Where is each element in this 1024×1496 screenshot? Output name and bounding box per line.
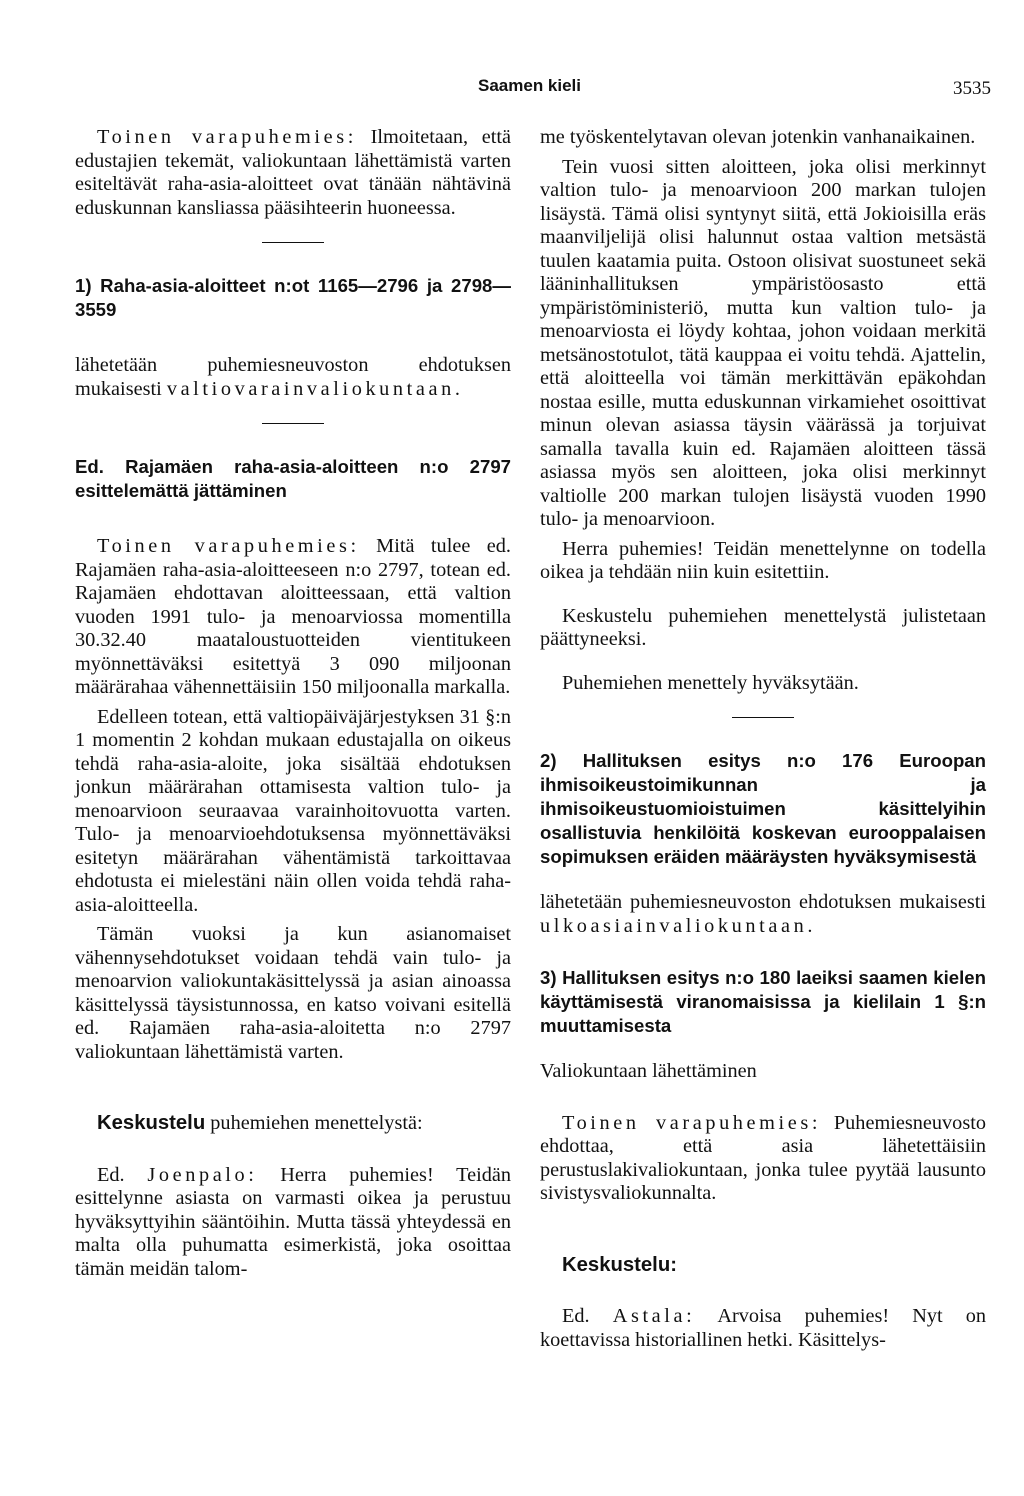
committee-name: valtiovarainvaliokuntaan.	[166, 377, 464, 400]
paragraph-text: Arvoisa puhemies! Nyt on koettavissa historiallinen hetki. Käsittelys-	[540, 1305, 987, 1351]
section-divider	[262, 242, 324, 243]
spacer	[540, 1090, 986, 1112]
section-heading: 2) Hallituksen esitys n:o 176 Euroopan ihmisoikeustoimikunnan ja ihmisoikeustuomioistuimen käsittelyihin osallistuvia henkilöitä koskevan eurooppalaisen sopimuksen eräiden määräysten hyväksymisestä	[540, 750, 986, 867]
paragraph: Tein vuosi sitten aloitteen, joka olisi merkinnyt valtion tulo- ja menoarvioon 200 markan tulojen lisäystä. Tämä olisi syntynyt siitä, että Jokioisilla eräs maanviljelijä olisi halunnut ostaa valtion metsästä tuulen kaatamia puita. Ostoon olisivat suostuneet sekä lääninhallituksen ympäristöosasto että ympäristöministeriö, mutta kun valtion tulo- ja menoarviosta ei löydy kohtaa, johon voidaan merkitä metsänostotulot, tätä kauppaa ei voitu tehdä. Ajattelin, että aloitteella voi tämän merkittävän epäkohdan nostaa esille, mutta eduskunnan virkamiehet osoittivat minun olevan asiassa täysin väärässä ja torjuivat samalla tavalla kuin ed. Rajamäen aloitteen tässä asiassa myös sen aloitteen, joka olisi merkinnyt valtiolle 200 markan tulojen lisäystä vuoden 1990 tulo- ja menoarvioon.	[540, 155, 986, 530]
spacer	[540, 1283, 986, 1305]
paragraph	[75, 535, 511, 700]
paragraph	[75, 1164, 511, 1282]
paragraph: Edelleen totean, että valtiopäiväjärjestyksen 31 §:n 1 momentin 2 kohdan mukaan edustajalla on oikeus tehdä raha-asia-aloite, joka sisältää ehdotuksen jonkun määrärahan ottamisesta valtion tulo- ja menoarvioon seuraavaa varainhoitovuotta varten. Tulo- ja menoarvioehdotuksensa myönnettäväksi esitetyn määrärahan vähentämistä tarkoittavaa ehdotusta ei mielestäni näin ollen voida tehdä raha-asia-aloitteella.	[75, 705, 511, 916]
paragraph-text: lähetetään puhemiesneuvoston ehdotuksen mukaisesti	[540, 891, 986, 913]
paragraph-text: Puhemiesneuvosto ehdottaa, että asia lähetettäisiin perustuslakivaliokuntaan, jonka tulee pyytää lausunto sivistysvaliokunnalta.	[540, 1111, 986, 1204]
speaker-name: Joenpalo:	[147, 1163, 258, 1186]
paragraph: Puhemiehen menettely hyväksytään.	[562, 671, 859, 694]
paragraph	[540, 1254, 986, 1278]
paragraph	[75, 126, 511, 220]
paragraph: Herra puhemies! Teidän menettelynne on todella oikea ja tehdään niin kuin esitettiin.	[540, 537, 986, 583]
paragraph	[75, 1112, 511, 1136]
section-heading: 3) Hallituksen esitys n:o 180 laeiksi saamen kielen käyttämisestä viranomaisissa ja kielilain 1 §:n muuttamisesta	[540, 967, 986, 1036]
paragraph	[75, 354, 511, 401]
running-head	[0, 74, 1024, 102]
paragraph-text: lähetetään puhemiesneuvoston ehdotuksen mukaisesti	[75, 354, 511, 400]
left-column	[75, 126, 511, 1287]
section-heading: Ed. Rajamäen raha-asia-aloitteen n:o 2797 esittelemättä jättäminen	[75, 456, 511, 501]
paragraph-text: Ilmoitetaan, että edustajien tekemät, valiokuntaan lähettämistä varten esiteltävät raha-asia-aloitteet ovat tänään nähtävinä eduskunnan kansliassa pääsihteerin huoneessa.	[75, 126, 511, 219]
discussion-label: Keskustelu:	[562, 1253, 677, 1276]
committee-name: ulkoasiainvaliokuntaan.	[540, 914, 816, 937]
paragraph	[540, 1112, 986, 1206]
speaker-name: Astala:	[612, 1305, 696, 1327]
paragraph-text: Mitä tulee ed. Rajamäen raha-asia-aloitteeseen n:o 2797, totean ed. Rajamäen ehdottavan aloitteessaan, että valtion vuoden 1991 tulo- ja menoarviossa momentilla 30.32.40 maataloustuotteiden vientitukeen myönnettäväksi esitettyä 3 090 miljoonan määrärahaa vähennettäisiin 150 miljoonalla markalla.	[75, 535, 511, 698]
paragraph-text: Herra puhemies! Teidän esittelynne asiasta on varmasti oikea ja perustuu hyväksyttyihin sääntöihin. Mutta tässä yhteydessä en malta olla puhumatta esimerkistä, joka osoittaa tämän meidän talom-	[75, 1163, 511, 1280]
paragraph-text: Ed.	[97, 1163, 148, 1186]
spacer	[540, 944, 986, 966]
speaker-name: Toinen varapuhemies:	[97, 535, 360, 557]
paragraph-text: Ed.	[562, 1305, 613, 1327]
paragraph: Tämän vuoksi ja kun asianomaiset vähennysehdotukset voidaan tehdä vain tulo- ja menoarvion valiokuntakäsittelyssä ja asian ainoassa käsittelyssä täysistunnossa, en katso voivani esitellä ed. Rajamäen raha-asia-aloitetta n:o 2797 valiokuntaan lähettämistä varten.	[75, 923, 511, 1063]
section-divider	[262, 423, 324, 424]
paragraph: me työskentelytavan olevan jotenkin vanhanaikainen.	[540, 126, 976, 148]
paragraph-text: puhemiehen menettelystä:	[205, 1112, 423, 1134]
discussion-label: Keskustelu	[97, 1112, 206, 1134]
speaker-name: Toinen varapuhemies:	[562, 1111, 822, 1134]
paragraph	[540, 1305, 986, 1352]
paragraph	[540, 891, 986, 938]
spacer	[75, 1070, 511, 1112]
spacer	[540, 591, 986, 605]
section-heading: 1) Raha-asia-aloitteet n:ot 1165—2796 ja 2798—3559	[75, 275, 511, 320]
speaker-name: Toinen varapuhemies:	[97, 126, 357, 148]
right-column	[540, 126, 986, 1358]
spacer	[75, 1142, 511, 1164]
page-number: 3535	[953, 78, 991, 99]
spacer	[540, 1212, 986, 1254]
spacer	[540, 658, 986, 672]
paragraph: Keskustelu puhemiehen menettelystä julistetaan päättyneeksi.	[540, 604, 986, 650]
paragraph: Valiokuntaan lähettäminen	[540, 1060, 757, 1082]
section-divider	[732, 717, 794, 718]
running-title: Saamen kieli	[478, 76, 582, 95]
